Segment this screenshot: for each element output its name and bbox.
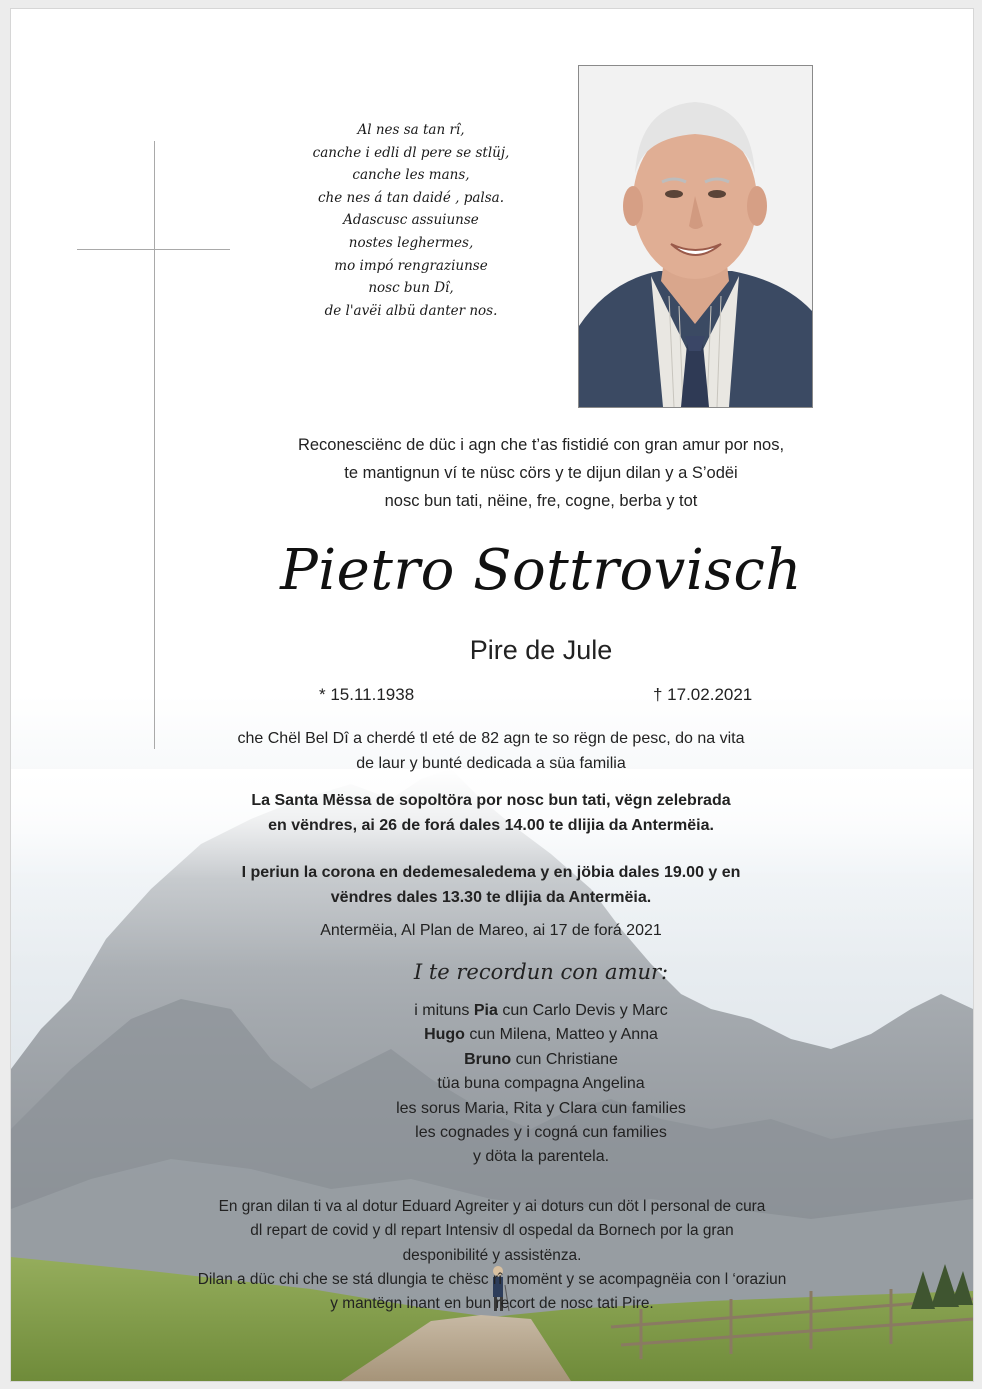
family-line <box>211 1097 871 1121</box>
birth-date: * 15.11.1938 <box>319 685 415 704</box>
cross-vertical-bar <box>154 141 155 749</box>
poem-line: de l'avëi albü danter nos. <box>324 302 498 319</box>
family-pre: tüa buna compagna Angelina <box>437 1075 645 1093</box>
rosary-line: vëndres dales 13.30 te dlijia da Antermëia. <box>330 888 652 906</box>
family-pre: y döta la parentela. <box>472 1148 610 1166</box>
poem-line: canche les mans, <box>352 167 470 184</box>
thanks-line: Dilan a düc chi che se stá dlungia te chësc rî momënt y se acompagnëia con l ‘oraziun <box>197 1270 787 1288</box>
family-pre: les cognades y i cogná cun families <box>415 1124 667 1142</box>
family-post: cun Christiane <box>511 1050 618 1068</box>
death-date: † 17.02.2021 <box>653 685 753 704</box>
remember-title: I te recordun con amur: <box>413 960 669 984</box>
funeral-mass-text <box>111 789 871 838</box>
cross-horizontal-bar <box>77 249 230 250</box>
poem-line: che nes á tan daidé , palsa. <box>317 189 505 206</box>
place-date <box>111 919 871 944</box>
family-bold: Bruno <box>464 1050 512 1068</box>
thanks-line: dl repart de covid y dl repart Intensiv dl ospedal da Bornech por la gran <box>250 1222 734 1240</box>
family-line <box>211 1048 871 1072</box>
intro-text <box>211 431 871 515</box>
obituary-page <box>10 8 974 1382</box>
intro-line: Reconesciënc de düc i agn che t’as fistidié con gran amur por nos, <box>297 436 785 454</box>
life-line: de laur y bunté dedicada a süa familia <box>356 754 626 772</box>
deceased-nickname: Pire de Jule <box>469 635 613 665</box>
family-line <box>211 1072 871 1096</box>
portrait-photo <box>578 65 813 408</box>
family-post: cun Carlo Devis y Marc <box>497 1002 668 1019</box>
poem-line: nostes leghermes, <box>348 234 474 251</box>
thanks-line: y mantëgn inant en bun recort de nosc tati Pire. <box>330 1295 654 1313</box>
poem-line: mo impó rengraziunse <box>334 257 488 274</box>
family-pre: i mituns <box>414 1002 474 1019</box>
poem-line: Al nes sa tan rî, <box>357 122 465 138</box>
life-text <box>111 727 871 776</box>
family-line <box>211 1145 871 1169</box>
family-line <box>211 999 871 1023</box>
deceased-name: Pietro Sottrovisch <box>280 538 802 603</box>
rosary-line: I periun la corona en dedemesaledema y en jöbia dales 19.00 y en <box>241 864 741 881</box>
poem-line: Adascusc assuiunse <box>343 212 479 229</box>
poem <box>281 119 541 322</box>
family-line <box>211 1121 871 1145</box>
thanks-text <box>71 1195 913 1316</box>
life-line: che Chël Bel Dî a cherdé tl eté de 82 agn te so rëgn de pesc, do na vita <box>237 730 745 747</box>
place-date-line: Antermëia, Al Plan de Mareo, ai 17 de forá 2021 <box>320 922 662 939</box>
family-pre: les sorus Maria, Rita y Clara cun families <box>396 1099 686 1117</box>
poem-line: nosc bun Dî, <box>368 280 454 297</box>
family-bold: Pia <box>473 1002 498 1019</box>
thanks-line: desponibilité y assistënza. <box>402 1246 582 1264</box>
mass-line: en vëndres, ai 26 de forá dales 14.00 te dlijia da Antermëia. <box>268 816 714 834</box>
poem-line: canche i edli dl pere se stlüj, <box>312 144 510 161</box>
thanks-line: En gran dilan ti va al dotur Eduard Agreiter y ai doturs cun döt l personal de cura <box>218 1198 766 1215</box>
family-post: cun Milena, Matteo y Anna <box>464 1026 658 1044</box>
rosary-text <box>111 861 871 910</box>
mass-line: La Santa Mëssa de sopoltöra por nosc bun tati, vëgn zelebrada <box>251 792 731 809</box>
family-bold: Hugo <box>424 1026 465 1044</box>
intro-line: te mantignun ví te nüsc cörs y te dijun dilan y a S’odëi <box>344 464 738 482</box>
family-line <box>211 1023 871 1047</box>
intro-line: nosc bun tati, nëine, fre, cogne, berba y tot <box>384 492 698 510</box>
family-list <box>211 999 871 1170</box>
